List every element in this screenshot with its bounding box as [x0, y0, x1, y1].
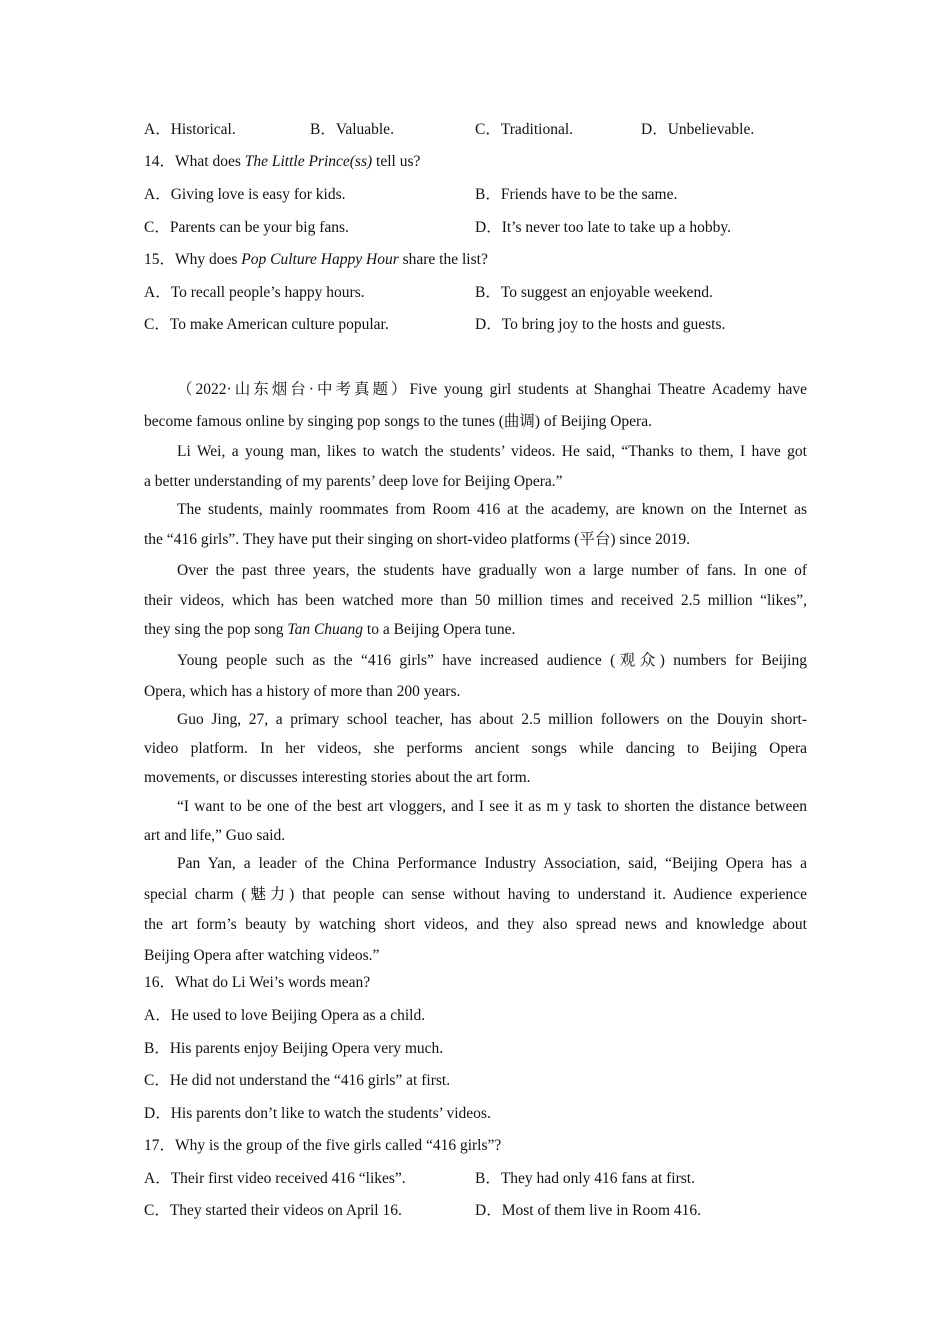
- passage-line: the “416 girls”. They have put their singing on short-video platforms (平台) since 2019.: [144, 531, 690, 548]
- q17-option-c: C．They started their videos on April 16.: [144, 1202, 402, 1219]
- passage-text: to a Beijing Opera tune.: [363, 621, 516, 638]
- passage-line: become famous online by singing pop songs to the tunes (曲调) of Beijing Opera.: [144, 413, 652, 430]
- passage-paragraph-1: [144, 374, 807, 438]
- song-title: Tan Chuang: [287, 621, 364, 638]
- q17-option-a: A．Their first video received 416 “likes”.: [144, 1170, 406, 1187]
- passage-line: movements, or discusses interesting stories about the art form.: [144, 769, 531, 786]
- q16-option-d: D．His parents don’t like to watch the students’ videos.: [144, 1105, 491, 1122]
- q14-option-d: D．It’s never too late to take up a hobby.: [475, 219, 731, 236]
- passage-line: Guo Jing, 27, a primary school teacher, has about 2.5 million followers on the Douyin short-: [177, 711, 807, 728]
- passage-paragraph-5: [144, 645, 807, 707]
- passage-line: a better understanding of my parents’ deep love for Beijing Opera.”: [144, 473, 563, 490]
- q15-question: [144, 247, 807, 269]
- q15-option-a: A．To recall people’s happy hours.: [144, 284, 365, 301]
- q16-option-b: B．His parents enjoy Beijing Opera very much.: [144, 1040, 444, 1057]
- passage-paragraph-6: [144, 705, 807, 792]
- passage-paragraph-3: [144, 495, 807, 555]
- passage-line: video platform. In her videos, she performs ancient songs while dancing to Beijing Opera: [144, 740, 807, 757]
- q14-option-c: C．Parents can be your big fans.: [144, 219, 349, 236]
- q13-option-c: C．Traditional.: [475, 121, 574, 138]
- q17-option-d: D．Most of them live in Room 416.: [475, 1202, 702, 1219]
- q13-option-a: A．Historical.: [144, 121, 236, 138]
- passage-line: （2022·山东烟台·中考真题）Five young girl students at Shanghai Theatre Academy have: [177, 381, 807, 398]
- q16-option-a: A．He used to love Beijing Opera as a child.: [144, 1007, 426, 1024]
- passage-line: Opera, which has a history of more than 200 years.: [144, 683, 461, 700]
- passage-line: The students, mainly roommates from Room 416 at the academy, are known on the Internet as: [177, 501, 807, 518]
- passage-line: Over the past three years, the students have gradually won a large number of fans. In one of: [177, 562, 807, 579]
- q15-option-c: C．To make American culture popular.: [144, 316, 389, 333]
- passage-line: their videos, which has been watched more than 50 million times and received 2.5 million “likes”,: [144, 591, 807, 609]
- q16-question: 16．What do Li Wei’s words mean?: [144, 974, 371, 991]
- q15-option-d: D．To bring joy to the hosts and guests.: [475, 316, 726, 333]
- q13-option-b: B．Valuable.: [310, 121, 394, 138]
- q17-question: 17．Why is the group of the five girls called “416 girls”?: [144, 1137, 502, 1154]
- q14-option-b: B．Friends have to be the same.: [475, 186, 678, 203]
- q15-question-end: share the list?: [398, 251, 488, 268]
- passage-line: Beijing Opera after watching videos.”: [144, 946, 380, 964]
- q17-option-b: B．They had only 416 fans at first.: [475, 1170, 695, 1187]
- passage-paragraph-2: [144, 437, 807, 497]
- passage-line: “I want to be one of the best art vloggers, and I see it as m y task to shorten the distance between: [177, 798, 807, 815]
- passage-line: art and life,” Guo said.: [144, 827, 286, 844]
- passage-paragraph-7: [144, 792, 807, 850]
- passage-line: special charm (魅力) that people can sense without having to understand it. Audience experience: [144, 885, 807, 903]
- passage-text: they sing the pop song: [144, 621, 288, 638]
- q14-question-end: tell us?: [372, 153, 421, 170]
- passage-paragraph-4: [144, 556, 807, 645]
- q14-title: The Little Prince(ss): [244, 153, 373, 170]
- passage-line: Li Wei, a young man, likes to watch the students’ videos. He said, “Thanks to them, I have got: [177, 443, 807, 460]
- q15-option-b: B．To suggest an enjoyable weekend.: [475, 284, 713, 301]
- q16-option-c: C．He did not understand the “416 girls” at first.: [144, 1072, 451, 1089]
- passage-line: Pan Yan, a leader of the China Performance Industry Association, said, “Beijing Opera has a: [177, 855, 807, 872]
- q15-question-start: 15．Why does: [144, 251, 242, 268]
- passage-paragraph-8: [144, 849, 807, 971]
- q14-question: [144, 149, 807, 171]
- q14-option-a: A．Giving love is easy for kids.: [144, 186, 346, 203]
- passage-line: [144, 615, 807, 645]
- q13-option-d: D．Unbelievable.: [641, 121, 755, 138]
- q15-title: Pop Culture Happy Hour: [241, 251, 399, 268]
- passage-line: the art form’s beauty by watching short videos, and they also spread news and knowledge about: [144, 916, 807, 933]
- passage-line: Young people such as the “416 girls” have increased audience (观众) numbers for Beijing: [177, 652, 807, 669]
- q14-question-start: 14．What does: [144, 153, 245, 170]
